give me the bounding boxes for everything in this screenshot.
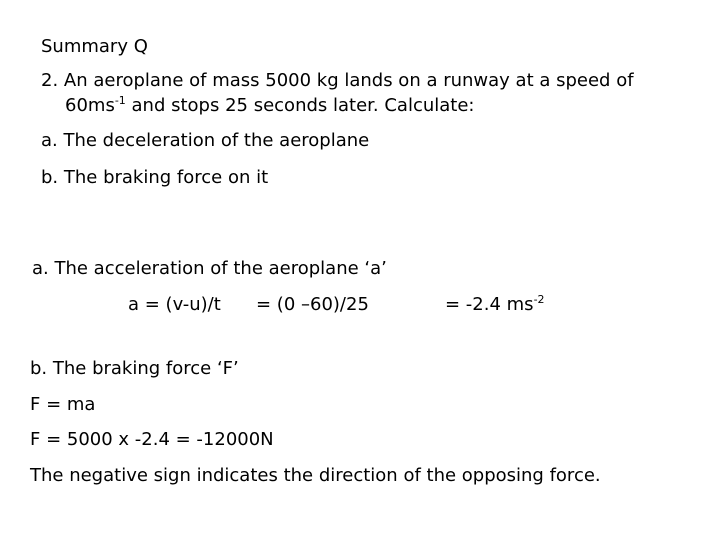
acceleration-unit-exponent: -2 (533, 293, 545, 306)
answer-a-heading: a. The acceleration of the aeroplane ‘a’ (32, 258, 387, 279)
answer-b-calculation: F = 5000 x -2.4 = -12000N (30, 429, 274, 450)
initial-speed: 60ms (65, 95, 115, 116)
answer-a-result-value: = -2.4 ms (445, 294, 534, 315)
answer-a-result (445, 294, 545, 316)
question-line-1: 2. An aeroplane of mass 5000 kg lands on a runway at a speed of (41, 70, 634, 91)
answer-b-note: The negative sign indicates the direction of the opposing force. (30, 465, 601, 486)
question-part-b: b. The braking force on it (41, 167, 269, 188)
speed-unit-exponent: -1 (114, 94, 126, 107)
answer-b-formula: F = ma (30, 394, 96, 415)
answer-a-substitution: = (0 –60)/25 (256, 294, 369, 315)
question-line-2-rest: and stops 25 seconds later. Calculate: (125, 95, 475, 116)
summary-title: Summary Q (41, 36, 148, 57)
question-part-a: a. The deceleration of the aeroplane (41, 130, 370, 151)
answer-a-formula: a = (v-u)/t (128, 294, 221, 315)
question-line-2 (65, 95, 475, 117)
answer-b-heading: b. The braking force ‘F’ (30, 358, 239, 379)
